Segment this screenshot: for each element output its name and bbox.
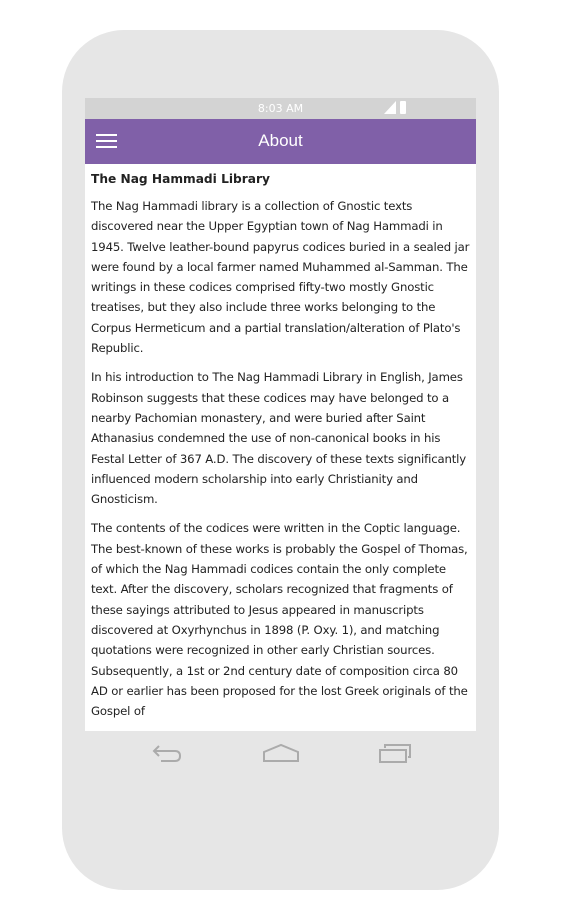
status-bar xyxy=(85,98,476,119)
article-content[interactable] xyxy=(85,164,476,731)
home-icon[interactable] xyxy=(261,743,301,767)
app-bar xyxy=(85,119,476,164)
navigation-bar xyxy=(85,731,476,782)
article-paragraph: The Nag Hammadi library is a collection of Gnostic texts discovered near the Upper Egyptian town of Nag Hammadi in 1945. Twelve leather-bound papyrus codices buried in a sealed jar were found by a local farmer named Muhammed al-Samman. The writings in these codices comprised fifty-two mostly Gnostic treatises, but they also include three works belonging to the Corpus Hermeticum and a partial translation/alteration of Plato's Republic. xyxy=(91,199,470,356)
article-paragraph: The contents of the codices were written in the Coptic language. The best-known of these works is probably the Gospel of Thomas, of which the Nag Hammadi codices contain the only complete text. After the discovery, scholars recognized that fragments of these sayings attributed to Jesus appeared in manuscripts discovered at Oxyrhynchus in 1898 (P. Oxy. 1), and matching quotations were recognized in other early Christian sources. Subsequently, a 1st or 2nd century date of composition circa 80 AD or earlier has been proposed for the lost Greek originals of the Gospel of xyxy=(91,521,468,719)
phone-screen xyxy=(85,98,476,782)
back-arrow-icon[interactable] xyxy=(151,743,183,767)
recent-apps-icon[interactable] xyxy=(378,743,412,767)
status-time: 8:03 AM xyxy=(257,102,304,115)
page-title: About xyxy=(258,131,303,150)
status-icons xyxy=(384,101,406,114)
signal-icon xyxy=(384,101,396,114)
article-heading: The Nag Hammadi Library xyxy=(91,172,270,186)
article-paragraph: In his introduction to The Nag Hammadi Library in English, James Robinson suggests that these codices may have belonged to a nearby Pachomian monastery, and were buried after Saint Athanasius condemned the use of non-canonical books in his Festal Letter of 367 A.D. The discovery of these texts significantly influenced modern scholarship into early Christianity and Gnosticism. xyxy=(91,370,467,507)
battery-icon xyxy=(400,101,406,114)
